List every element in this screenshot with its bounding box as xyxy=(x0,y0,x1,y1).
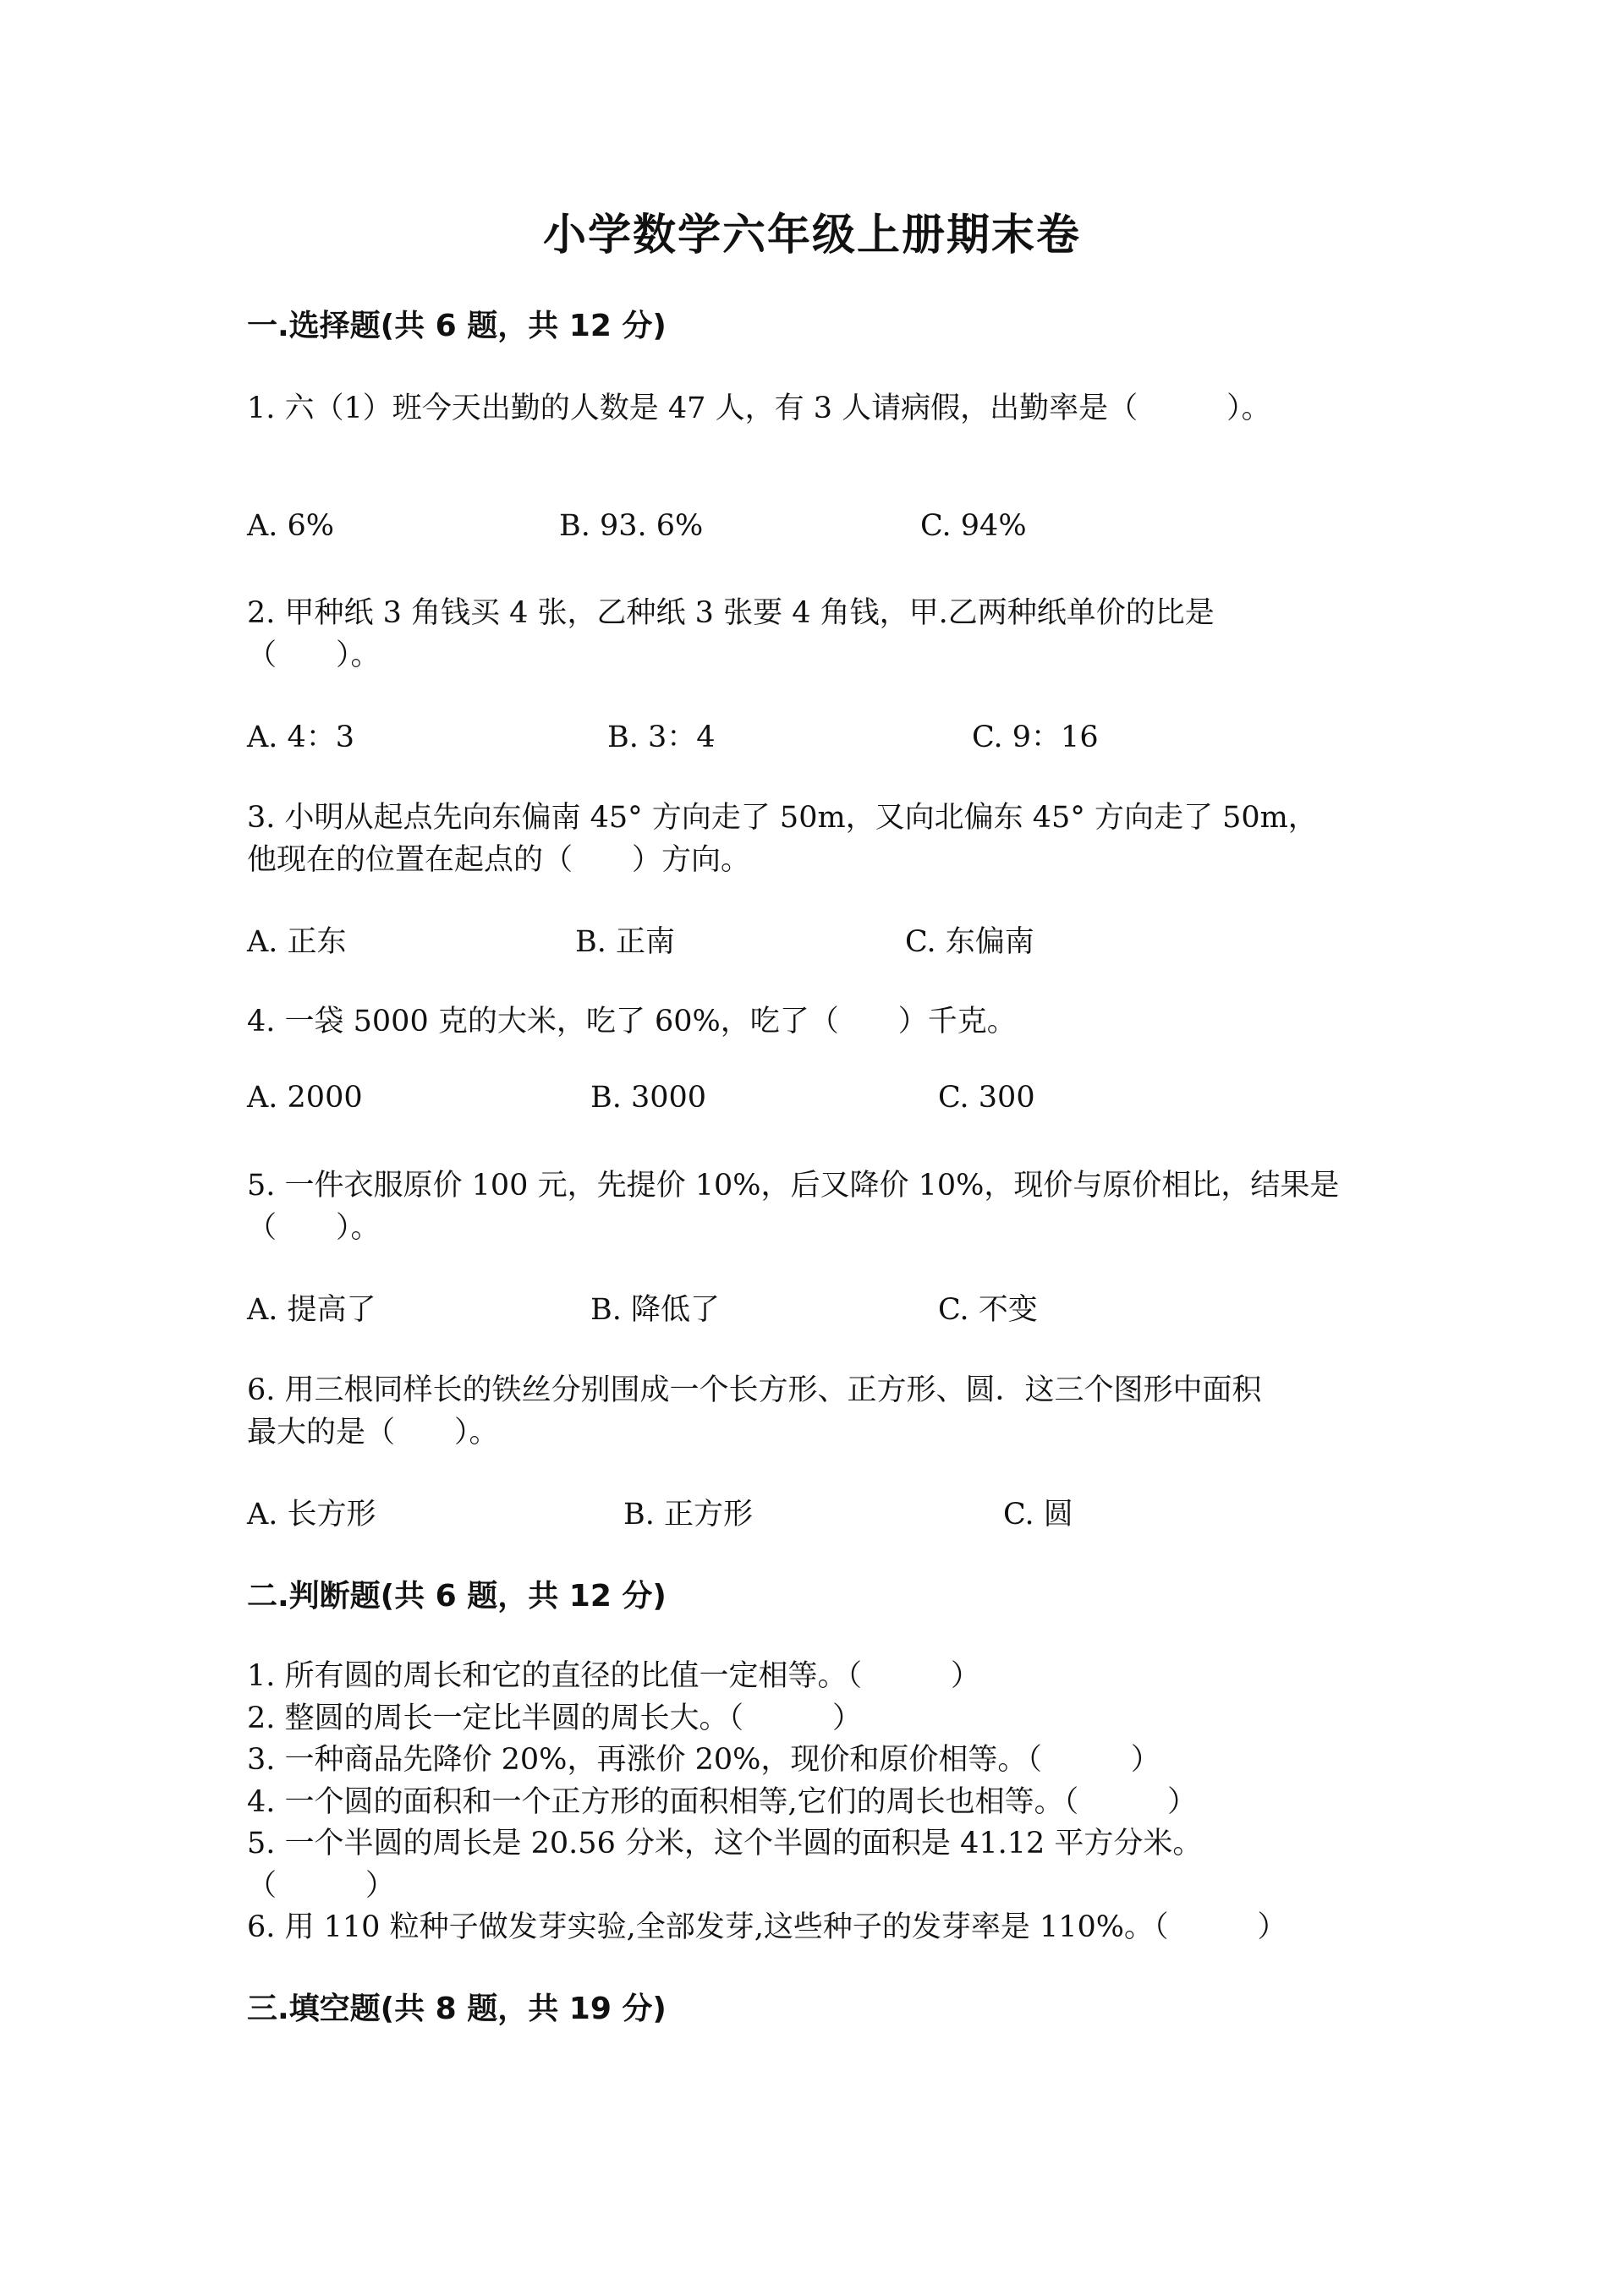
judge-item: 6. 用 110 粒种子做发芽实验,全部发芽,这些种子的发芽率是 110%。（ ） xyxy=(247,1910,1287,1944)
option-c: C. 300 xyxy=(938,1081,1035,1115)
option-a: A. 提高了 xyxy=(247,1293,376,1327)
question-text: 最大的是（ ）。 xyxy=(247,1416,499,1449)
option-a: A. 正东 xyxy=(247,925,347,959)
question-text: 1. 六（1）班今天出勤的人数是 47 人，有 3 人请病假，出勤率是（ ）。 xyxy=(247,392,1271,425)
option-a: A. 4：3 xyxy=(247,721,355,754)
option-b: B. 正方形 xyxy=(623,1498,753,1532)
judge-item: 1. 所有圆的周长和它的直径的比值一定相等。（ ） xyxy=(247,1659,981,1693)
question-text: 2. 甲种纸 3 角钱买 4 张，乙种纸 3 张要 4 角钱，甲.乙两种纸单价的比是 xyxy=(247,596,1215,630)
option-a: A. 6% xyxy=(247,509,335,543)
section-heading-fill: 三.填空题(共 8 题，共 19 分) xyxy=(247,1992,667,2026)
option-c: C. 不变 xyxy=(938,1293,1038,1327)
judge-item: （ ） xyxy=(247,1869,396,1903)
section-heading-judge: 二.判断题(共 6 题，共 12 分) xyxy=(247,1579,667,1614)
question-text: 他现在的位置在起点的（ ）方向。 xyxy=(247,843,751,877)
option-a: A. 2000 xyxy=(247,1081,363,1115)
option-c: C. 9：16 xyxy=(972,721,1099,754)
option-b: B. 3：4 xyxy=(607,721,716,754)
question-text: 3. 小明从起点先向东偏南 45° 方向走了 50m，又向北偏东 45° 方向走了 50m， xyxy=(247,801,1318,835)
question-text: 5. 一件衣服原价 100 元，先提价 10%，后又降价 10%，现价与原价相比，结果是 xyxy=(247,1169,1340,1203)
option-a: A. 长方形 xyxy=(247,1498,376,1532)
question-text: 4. 一袋 5000 克的大米，吃了 60%，吃了（ ）千克。 xyxy=(247,1005,1017,1038)
page-title: 小学数学六年级上册期末卷 xyxy=(542,210,1081,260)
option-c: C. 圆 xyxy=(1003,1498,1073,1532)
judge-item: 5. 一个半圆的周长是 20.56 分米，这个半圆的面积是 41.12 平方分米。 xyxy=(247,1827,1203,1860)
option-b: B. 93. 6% xyxy=(559,509,704,543)
question-text: 6. 用三根同样长的铁丝分别围成一个长方形、正方形、圆．这三个图形中面积 xyxy=(247,1373,1262,1407)
option-c: C. 94% xyxy=(920,509,1027,543)
option-c: C. 东偏南 xyxy=(905,925,1034,959)
option-b: B. 降低了 xyxy=(590,1293,720,1327)
option-b: B. 正南 xyxy=(575,925,675,959)
section-heading-choice: 一.选择题(共 6 题，共 12 分) xyxy=(247,309,667,343)
question-text: （ ）。 xyxy=(247,638,381,672)
judge-item: 3. 一种商品先降价 20%，再涨价 20%，现价和原价相等。（ ） xyxy=(247,1743,1160,1777)
judge-item: 4. 一个圆的面积和一个正方形的面积相等,它们的周长也相等。（ ） xyxy=(247,1785,1198,1819)
option-b: B. 3000 xyxy=(590,1081,707,1115)
question-text: （ ）。 xyxy=(247,1211,381,1245)
judge-item: 2. 整圆的周长一定比半圆的周长大。（ ） xyxy=(247,1701,863,1735)
